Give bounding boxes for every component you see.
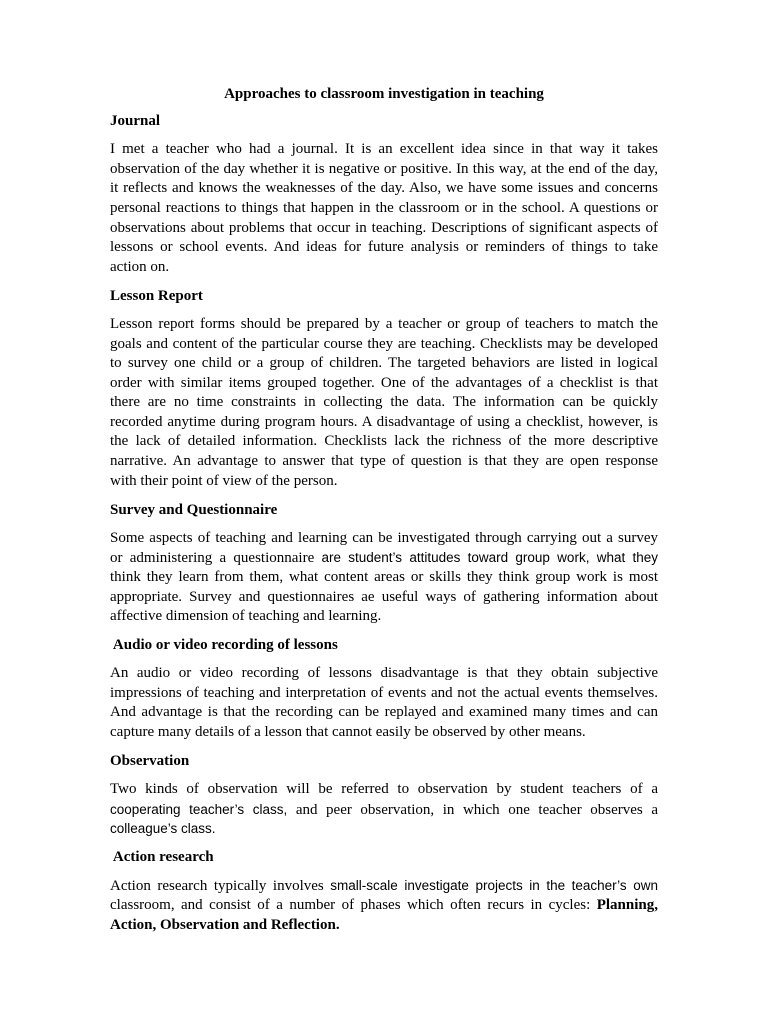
paragraph-line: goals and content of the particular course they are teaching. Checklists may be developed xyxy=(110,335,658,352)
line-segment: classroom, and consist of a number of phases which often recurs in cycles: xyxy=(110,896,597,913)
paragraph-line xyxy=(110,896,658,916)
document-body xyxy=(110,85,658,944)
paragraph-line: And advantage is that the recording can be replayed and examined many times and can xyxy=(110,704,658,721)
paragraph-line xyxy=(110,800,658,820)
paragraph-line: the lack of detailed information. Checklists lack the richness of the more descriptive xyxy=(110,433,658,450)
paragraph-line xyxy=(110,819,658,839)
section-heading-observation: Observation xyxy=(110,752,190,769)
line-segment-alt: cooperating teacher’s class, xyxy=(110,801,288,817)
paragraph-observation xyxy=(110,780,658,839)
line-segment: or administering a questionnaire xyxy=(110,550,322,567)
line-segment-bold: Planning, xyxy=(596,896,658,913)
section-heading-lesson-report: Lesson Report xyxy=(110,287,203,304)
line-segment-alt: are student’s attitudes toward group work, what they xyxy=(321,550,658,566)
paragraph-line: think they learn from them, what content areas or skills they think group work is most xyxy=(110,568,658,585)
section-heading-journal: Journal xyxy=(110,113,161,130)
paragraph-survey-and-questionnaire xyxy=(110,529,658,627)
paragraph-line: An audio or video recording of lessons disadvantage is that they obtain subjective xyxy=(110,665,658,682)
paragraph-line: it reflects and knows the weaknesses of the day. Also, we have some issues and concerns xyxy=(110,180,658,197)
paragraph-audio-video-recording xyxy=(110,664,658,742)
paragraph-line: action on. xyxy=(110,258,170,275)
paragraph-line: observation of the day whether it is negative or positive. In this way, at the end of the day, xyxy=(110,160,658,177)
paragraph-line: Some aspects of teaching and learning can be investigated through carrying out a survey xyxy=(110,529,658,546)
paragraph-line: impressions of teaching and interpretation of events and not the actual events themselves. xyxy=(110,684,658,701)
paragraph-line xyxy=(110,548,658,568)
paragraph-journal xyxy=(110,140,658,277)
paragraph-line: narrative. An advantage to answer that type of question is that they are open response xyxy=(110,453,658,470)
section-heading-action-research: Action research xyxy=(110,849,214,866)
paragraph-line xyxy=(110,876,658,896)
paragraph-line: I met a teacher who had a journal. It is an excellent idea since in that way it takes xyxy=(110,141,658,158)
paragraph-line: there are no time constraints in collecting the data. The information can be quickly xyxy=(110,394,658,411)
paragraph-line xyxy=(110,916,658,936)
paragraph-action-research xyxy=(110,876,658,935)
line-segment: and peer observation, in which one teacher observes a xyxy=(287,801,658,818)
paragraph-line: recorded anytime during program hours. A disadvantage of using a checklist, however, is xyxy=(110,413,658,430)
paragraph-line: lessons or school events. And ideas for future analysis or reminders of things to take xyxy=(110,239,658,256)
paragraph-line: to survey one child or a group of children. The targeted behaviors are listed in logical xyxy=(110,355,658,372)
line-segment-bold: Action, Observation and Reflection. xyxy=(110,916,340,933)
paragraph-line: personal reactions to things that happen in the classroom or in the school. A questions or xyxy=(110,200,658,217)
line-segment-alt: colleague’s class. xyxy=(110,821,216,837)
section-heading-survey-and-questionnaire: Survey and Questionnaire xyxy=(110,501,278,518)
paragraph-line: observations about problems that occur in teaching. Descriptions of significant aspects of xyxy=(110,219,658,236)
paragraph-lesson-report xyxy=(110,315,658,491)
paragraph-line: capture many details of a lesson that cannot easily be observed by other means. xyxy=(110,723,586,740)
line-segment: Action research typically involves xyxy=(110,878,331,895)
paragraph-line: Two kinds of observation will be referred to observation by student teachers of a xyxy=(110,781,658,798)
section-heading-audio-video-recording: Audio or video recording of lessons xyxy=(110,637,338,654)
paragraph-line: affective dimension of teaching and learning. xyxy=(110,608,382,625)
paragraph-line: appropriate. Survey and questionnaires ae useful ways of gathering information about xyxy=(110,588,658,605)
paragraph-line: order with similar items grouped together. One of the advantages of a checklist is that xyxy=(110,374,658,391)
document-title: Approaches to classroom investigation in teaching xyxy=(224,86,544,103)
paragraph-line: Lesson report forms should be prepared by a teacher or group of teachers to match the xyxy=(110,315,658,332)
line-segment-alt: small-scale investigate projects in the teacher’s own xyxy=(330,878,658,894)
paragraph-line: with their point of view of the person. xyxy=(110,472,338,489)
